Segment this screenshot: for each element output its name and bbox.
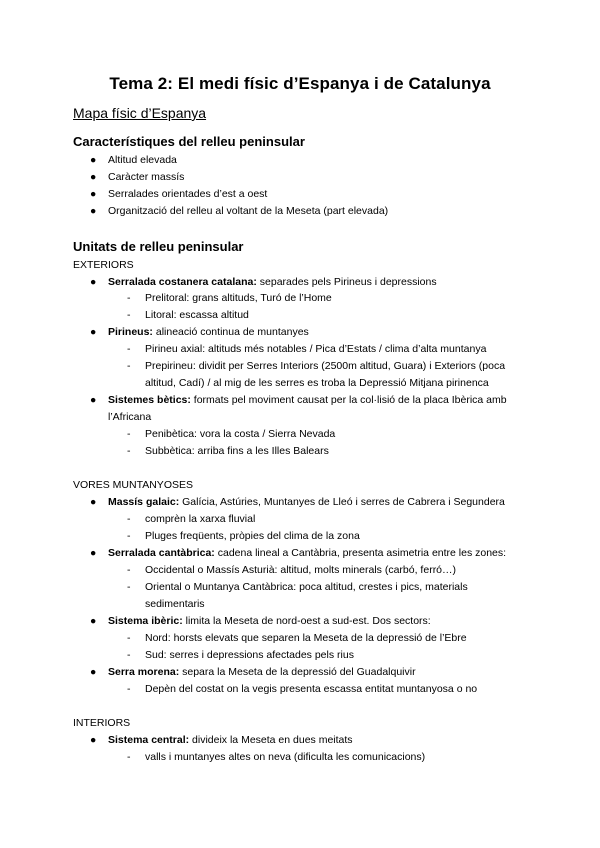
dash-icon: - <box>127 360 131 372</box>
sub-item: Depèn del costat on la vegis presenta escassa entitat muntanyosa o no <box>145 683 478 695</box>
dash-icon: - <box>127 343 131 355</box>
sub-item: Penibètica: vora la costa / Sierra Nevada <box>145 428 336 440</box>
bullet-icon: ● <box>90 171 97 183</box>
list-item <box>108 394 507 406</box>
sub-item: Litoral: escassa altitud <box>145 309 249 321</box>
term-text: cadena lineal a Cantàbria, presenta asimetria entre les zones: <box>214 547 507 559</box>
term-text: formats pel moviment causat per la col·lisió de la placa Ibèrica amb <box>190 394 507 406</box>
bullet-icon: ● <box>90 666 97 678</box>
sub-item: Pirineu axial: altituds més notables / Pica d’Estats / clima d’alta muntanya <box>145 343 487 355</box>
sub-item: Prepirineu: dividit per Serres Interiors (2500m altitud, Guara) i Exteriors (poca <box>145 360 506 372</box>
term-text: separades pels Pirineus i depressions <box>256 276 437 288</box>
term-label: Serralada costanera catalana: <box>108 276 257 288</box>
list-item <box>108 615 431 627</box>
term-label: Sistema central: <box>108 734 190 746</box>
bullet-icon: ● <box>90 734 97 746</box>
term-text: separa la Meseta de la depressió del Guadalquivir <box>179 666 416 678</box>
sub-item: Subbètica: arriba fins a les Illes Balears <box>145 445 329 457</box>
dash-icon: - <box>127 530 131 542</box>
bullet-icon: ● <box>90 154 97 166</box>
sub-item: Sud: serres i depressions afectades pels rius <box>145 649 354 661</box>
list-item-continuation: l’Africana <box>108 411 152 423</box>
label-vores-muntanyoses: VORES MUNTANYOSES <box>73 479 193 491</box>
list-item <box>108 276 437 288</box>
bullet-icon: ● <box>90 205 97 217</box>
term-label: Serra morena: <box>108 666 180 678</box>
term-label: Massís galaic: <box>108 496 180 508</box>
list-item <box>108 547 506 559</box>
sub-item: comprèn la xarxa fluvial <box>145 513 256 525</box>
term-label: Sistemes bètics: <box>108 394 191 406</box>
term-text: Galícia, Astúries, Muntanyes de Lleó i serres de Cabrera i Segundera <box>179 496 505 508</box>
list-item <box>108 666 416 678</box>
dash-icon: - <box>127 564 131 576</box>
bullet-icon: ● <box>90 326 97 338</box>
dash-icon: - <box>127 683 131 695</box>
bullet-icon: ● <box>90 276 97 288</box>
list-item <box>108 326 309 338</box>
page-title: Tema 2: El medi físic d’Espanya i de Catalunya <box>109 74 491 93</box>
list-item <box>108 496 505 508</box>
term-text: limita la Meseta de nord-oest a sud-est. Dos sectors: <box>182 615 431 627</box>
dash-icon: - <box>127 649 131 661</box>
list-item: Organització del relleu al voltant de la Meseta (part elevada) <box>108 205 389 217</box>
sub-item: Oriental o Muntanya Cantàbrica: poca altitud, crestes i pics, materials <box>145 581 468 593</box>
term-text: divideix la Meseta en dues meitats <box>189 734 353 746</box>
dash-icon: - <box>127 751 131 763</box>
sub-item: valls i muntanyes altes on neva (dificulta les comunicacions) <box>145 751 426 763</box>
list-item: Serralades orientades d’est a oest <box>108 188 268 200</box>
list-item: Caràcter massís <box>108 171 185 183</box>
dash-icon: - <box>127 581 131 593</box>
dash-icon: - <box>127 428 131 440</box>
bullet-icon: ● <box>90 394 97 406</box>
dash-icon: - <box>127 513 131 525</box>
dash-icon: - <box>127 309 131 321</box>
term-label: Sistema ibèric: <box>108 615 183 627</box>
dash-icon: - <box>127 445 131 457</box>
heading-caracteristiques: Característiques del relleu peninsular <box>73 134 305 149</box>
sub-item-continuation: sedimentaris <box>145 598 205 610</box>
section-subtitle: Mapa físic d’Espanya <box>73 105 207 121</box>
dash-icon: - <box>127 632 131 644</box>
list-item: Altitud elevada <box>108 154 177 166</box>
sub-item: Nord: horsts elevats que separen la Meseta de la depressió de l’Ebre <box>145 632 467 644</box>
term-label: Pirineus: <box>108 326 153 338</box>
bullet-icon: ● <box>90 547 97 559</box>
bullet-icon: ● <box>90 188 97 200</box>
sub-item-continuation: altitud, Cadí) / al mig de les serres es troba la Depressió Mitjana pirinenca <box>145 377 489 389</box>
term-text: alineació continua de muntanyes <box>152 326 309 338</box>
sub-item: Prelitoral: grans altituds, Turó de l’Home <box>145 292 332 304</box>
term-label: Serralada cantàbrica: <box>108 547 215 559</box>
bullet-icon: ● <box>90 615 97 627</box>
label-exteriors: EXTERIORS <box>73 259 134 271</box>
dash-icon: - <box>127 292 131 304</box>
bullet-icon: ● <box>90 496 97 508</box>
sub-item: Occidental o Massís Asturià: altitud, molts minerals (carbó, ferró…) <box>145 564 457 576</box>
list-item <box>108 734 353 746</box>
sub-item: Pluges freqüents, pròpies del clima de la zona <box>145 530 360 542</box>
heading-unitats: Unitats de relleu peninsular <box>73 239 244 254</box>
label-interiors: INTERIORS <box>73 717 131 729</box>
